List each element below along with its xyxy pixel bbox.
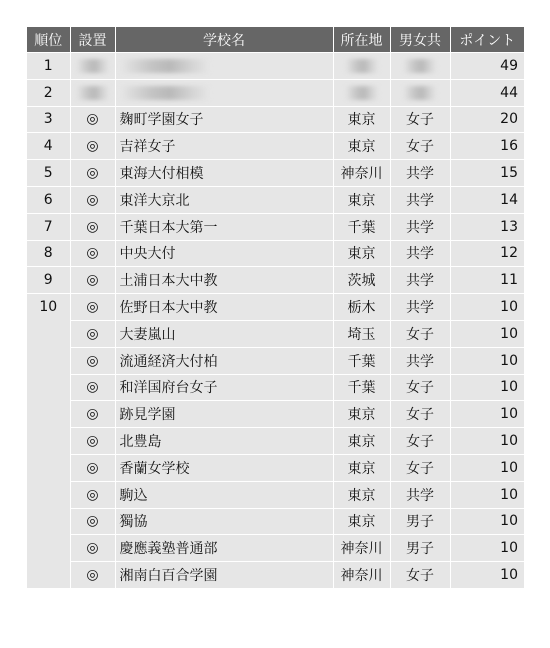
cell-rank [27,428,70,455]
cell-rank [27,347,70,374]
table-row [27,267,524,294]
cell-school: 跡見学園 [115,401,333,428]
redacted-block [120,59,210,73]
cell-gender: 女子 [390,320,450,347]
cell-rank [27,320,70,347]
table-row [27,294,524,321]
cell-gender [390,53,450,80]
cell-gender: 女子 [390,133,450,160]
cell-gender: 共学 [390,481,450,508]
cell-gender: 女子 [390,454,450,481]
table-row [27,428,524,455]
cell-gender: 女子 [390,401,450,428]
cell-points: 10 [450,347,524,374]
cell-gender: 共学 [390,160,450,187]
cell-rank: 1 [27,53,70,80]
cell-gender [390,79,450,106]
table-row [27,240,524,267]
cell-setting: ◎ [70,240,115,267]
cell-gender: 共学 [390,267,450,294]
cell-rank: 3 [27,106,70,133]
cell-rank: 5 [27,160,70,187]
cell-school: 慶應義塾普通部 [115,535,333,562]
table-body [27,53,524,588]
cell-setting: ◎ [70,454,115,481]
cell-gender: 共学 [390,186,450,213]
cell-setting: ◎ [70,535,115,562]
cell-setting: ◎ [70,186,115,213]
cell-gender: 共学 [390,213,450,240]
cell-rank [27,508,70,535]
cell-setting: ◎ [70,401,115,428]
cell-rank [27,535,70,562]
cell-points: 12 [450,240,524,267]
cell-setting: ◎ [70,294,115,321]
cell-school: 香蘭女学校 [115,454,333,481]
redacted-block [120,86,210,100]
cell-school: 吉祥女子 [115,133,333,160]
table-row [27,508,524,535]
cell-gender: 共学 [390,294,450,321]
cell-location: 東京 [333,508,390,535]
cell-points: 10 [450,562,524,588]
table-row [27,213,524,240]
cell-points: 49 [450,53,524,80]
cell-points: 10 [450,535,524,562]
cell-school [115,53,333,80]
cell-points: 14 [450,186,524,213]
cell-setting: ◎ [70,133,115,160]
header-location: 所在地 [333,27,390,53]
cell-gender: 共学 [390,347,450,374]
table-row [27,320,524,347]
cell-location: 神奈川 [333,562,390,588]
table-row [27,401,524,428]
header-setting: 設置 [70,27,115,53]
cell-rank: 2 [27,79,70,106]
cell-location: 神奈川 [333,535,390,562]
cell-setting: ◎ [70,481,115,508]
cell-location: 千葉 [333,213,390,240]
cell-school: 駒込 [115,481,333,508]
cell-setting [70,79,115,106]
cell-school: 中央大付 [115,240,333,267]
cell-school: 湘南白百合学園 [115,562,333,588]
cell-school [115,79,333,106]
cell-rank [27,562,70,588]
cell-school: 千葉日本大第一 [115,213,333,240]
cell-school: 土浦日本大中教 [115,267,333,294]
cell-location [333,53,390,80]
cell-school: 東海大付相模 [115,160,333,187]
table-row [27,106,524,133]
redacted-block [403,86,437,100]
cell-points: 10 [450,374,524,401]
cell-gender: 女子 [390,428,450,455]
cell-setting: ◎ [70,374,115,401]
cell-location: 千葉 [333,347,390,374]
cell-setting: ◎ [70,508,115,535]
cell-setting: ◎ [70,213,115,240]
cell-school: 麹町学園女子 [115,106,333,133]
cell-setting: ◎ [70,562,115,588]
cell-rank: 6 [27,186,70,213]
cell-school: 大妻嵐山 [115,320,333,347]
cell-rank: 8 [27,240,70,267]
cell-location: 東京 [333,133,390,160]
table-row [27,535,524,562]
cell-location: 茨城 [333,267,390,294]
cell-rank [27,454,70,481]
cell-rank [27,481,70,508]
cell-setting: ◎ [70,160,115,187]
cell-school: 流通経済大付柏 [115,347,333,374]
cell-setting: ◎ [70,106,115,133]
redacted-block [76,59,110,73]
cell-location: 東京 [333,240,390,267]
ranking-table [27,27,524,588]
cell-points: 20 [450,106,524,133]
redacted-block [403,59,437,73]
table-row [27,481,524,508]
cell-location: 栃木 [333,294,390,321]
redacted-block [76,86,110,100]
cell-points: 15 [450,160,524,187]
cell-setting: ◎ [70,428,115,455]
cell-points: 10 [450,481,524,508]
cell-location: 東京 [333,106,390,133]
cell-location: 神奈川 [333,160,390,187]
table-row [27,53,524,80]
cell-school: 東洋大京北 [115,186,333,213]
cell-gender: 女子 [390,374,450,401]
cell-school: 獨協 [115,508,333,535]
cell-rank: 4 [27,133,70,160]
cell-points: 44 [450,79,524,106]
cell-location: 埼玉 [333,320,390,347]
header-row [27,27,524,53]
cell-gender: 女子 [390,562,450,588]
redacted-block [345,59,379,73]
cell-location [333,79,390,106]
cell-rank [27,401,70,428]
cell-gender: 男子 [390,535,450,562]
header-rank: 順位 [27,27,70,53]
cell-setting [70,53,115,80]
header-gender: 男女共 [390,27,450,53]
redacted-block [345,86,379,100]
cell-setting: ◎ [70,320,115,347]
cell-location: 東京 [333,428,390,455]
cell-points: 10 [450,320,524,347]
cell-school: 北豊島 [115,428,333,455]
cell-rank [27,374,70,401]
cell-school: 佐野日本大中教 [115,294,333,321]
table-row [27,347,524,374]
cell-points: 16 [450,133,524,160]
cell-rank: 9 [27,267,70,294]
table-row [27,160,524,187]
cell-gender: 男子 [390,508,450,535]
cell-setting: ◎ [70,267,115,294]
table-row [27,562,524,588]
cell-gender: 共学 [390,240,450,267]
cell-points: 10 [450,508,524,535]
cell-points: 10 [450,454,524,481]
cell-points: 11 [450,267,524,294]
table-header [27,27,524,53]
header-points: ポイント [450,27,524,53]
table-row [27,133,524,160]
cell-points: 10 [450,294,524,321]
cell-rank: 10 [27,294,70,321]
table-row [27,79,524,106]
cell-points: 13 [450,213,524,240]
cell-location: 東京 [333,454,390,481]
cell-points: 10 [450,428,524,455]
cell-location: 東京 [333,481,390,508]
cell-location: 東京 [333,401,390,428]
cell-location: 東京 [333,186,390,213]
cell-setting: ◎ [70,347,115,374]
cell-school: 和洋国府台女子 [115,374,333,401]
cell-points: 10 [450,401,524,428]
cell-gender: 女子 [390,106,450,133]
header-school: 学校名 [115,27,333,53]
table-row [27,374,524,401]
table-row [27,454,524,481]
cell-rank: 7 [27,213,70,240]
cell-location: 千葉 [333,374,390,401]
table-row [27,186,524,213]
